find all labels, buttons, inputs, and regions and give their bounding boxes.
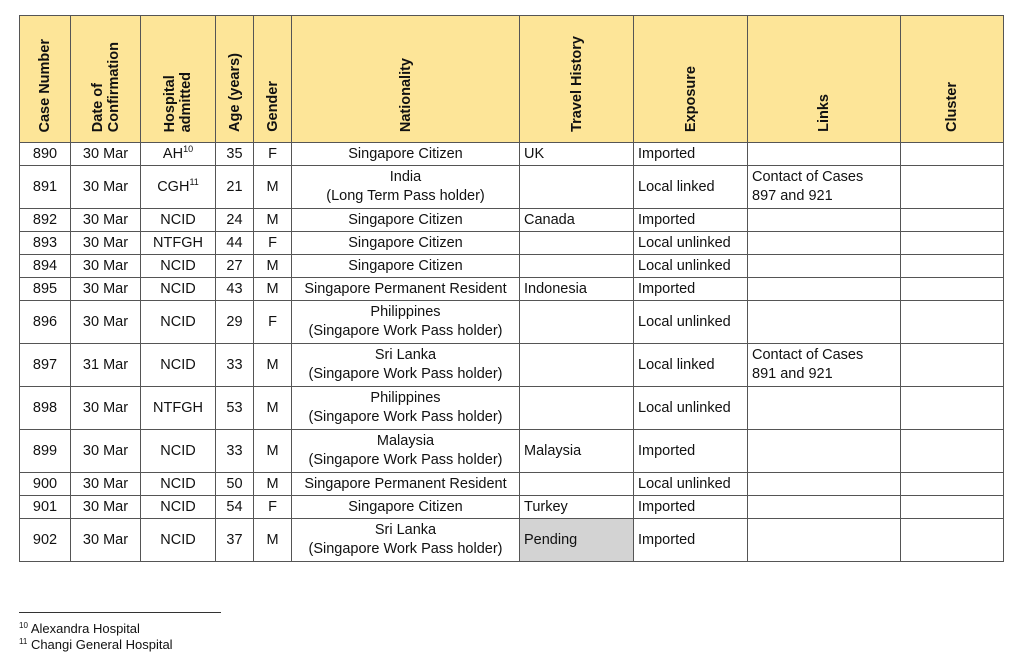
cell-links (748, 496, 901, 519)
cell-age: 27 (216, 255, 254, 278)
nationality-line-1: Sri Lanka (374, 347, 437, 363)
table-row (20, 209, 1004, 232)
hospital-name: NCID (160, 280, 196, 297)
cell-case-number: 900 (20, 473, 71, 496)
cell-travel-history (520, 387, 634, 430)
cell-gender: M (254, 166, 292, 209)
cell-hospital (141, 473, 216, 496)
header-travel-history: Travel History (520, 16, 634, 143)
cell-hospital (141, 519, 216, 562)
cell-case-number: 897 (20, 344, 71, 387)
nationality-line-1: Singapore Citizen (348, 145, 463, 162)
cell-exposure: Local unlinked (634, 255, 748, 278)
cell-hospital (141, 496, 216, 519)
cell-case-number: 895 (20, 278, 71, 301)
cell-nationality (292, 232, 520, 255)
header-case-number: Case Number (20, 16, 71, 143)
cell-links (748, 278, 901, 301)
cell-date: 30 Mar (71, 209, 141, 232)
nationality-line-1: Singapore Citizen (348, 498, 463, 515)
hospital-name: NCID (160, 531, 196, 548)
nationality-line-1: Singapore Permanent Resident (304, 280, 507, 297)
cell-links (748, 387, 901, 430)
cell-links (748, 166, 901, 209)
cell-travel-history: Canada (520, 209, 634, 232)
cell-exposure: Imported (634, 519, 748, 562)
cell-cluster (901, 344, 1004, 387)
cell-exposure: Local unlinked (634, 473, 748, 496)
hospital-name: NCID (160, 475, 196, 492)
links-line-1: Contact of Cases (752, 347, 864, 363)
header-hospital-admitted: Hospital admitted (141, 16, 216, 143)
cell-links (748, 301, 901, 344)
cell-gender: F (254, 232, 292, 255)
cell-exposure: Local unlinked (634, 301, 748, 344)
cell-travel-history (520, 232, 634, 255)
table-row (20, 255, 1004, 278)
cell-cluster (901, 496, 1004, 519)
nationality-line-1: Philippines (370, 390, 441, 406)
cell-cluster (901, 209, 1004, 232)
cell-date: 31 Mar (71, 344, 141, 387)
cell-nationality (292, 143, 520, 166)
hospital-name: NCID (160, 442, 196, 459)
cell-nationality (292, 209, 520, 232)
cell-hospital (141, 232, 216, 255)
cell-age: 29 (216, 301, 254, 344)
cell-age: 44 (216, 232, 254, 255)
table-row (20, 166, 1004, 209)
cell-nationality (292, 430, 520, 473)
cell-links (748, 473, 901, 496)
cell-cluster (901, 232, 1004, 255)
case-table (19, 15, 1004, 562)
footnote-item (19, 637, 173, 653)
cell-date: 30 Mar (71, 143, 141, 166)
cell-date: 30 Mar (71, 473, 141, 496)
nationality-line-2: (Singapore Work Pass holder) (308, 366, 503, 382)
header-gender: Gender (254, 16, 292, 143)
cell-hospital (141, 209, 216, 232)
cell-links (748, 519, 901, 562)
hospital-name: NCID (160, 313, 196, 330)
cell-cluster (901, 301, 1004, 344)
cell-gender: M (254, 430, 292, 473)
cell-exposure: Imported (634, 209, 748, 232)
cell-date: 30 Mar (71, 430, 141, 473)
cell-date: 30 Mar (71, 278, 141, 301)
cell-hospital (141, 143, 216, 166)
nationality-line-2: (Singapore Work Pass holder) (308, 452, 503, 468)
cell-travel-history: UK (520, 143, 634, 166)
cell-age: 43 (216, 278, 254, 301)
cell-gender: F (254, 301, 292, 344)
links-line-2: 891 and 921 (752, 366, 833, 382)
cell-hospital (141, 301, 216, 344)
cell-travel-history: Turkey (520, 496, 634, 519)
cell-gender: F (254, 496, 292, 519)
cell-age: 33 (216, 430, 254, 473)
cell-exposure: Local linked (634, 166, 748, 209)
cell-date: 30 Mar (71, 166, 141, 209)
table-row (20, 473, 1004, 496)
footnote-text: Alexandra Hospital (30, 621, 140, 636)
hospital-name: NCID (160, 498, 196, 515)
cell-exposure: Imported (634, 143, 748, 166)
nationality-line-1: India (389, 169, 422, 185)
cell-case-number: 892 (20, 209, 71, 232)
hospital-name: CGH (157, 178, 190, 195)
cell-cluster (901, 473, 1004, 496)
cell-cluster (901, 143, 1004, 166)
nationality-line-2: (Singapore Work Pass holder) (308, 409, 503, 425)
table-row (20, 344, 1004, 387)
cell-hospital (141, 166, 216, 209)
cell-case-number: 898 (20, 387, 71, 430)
cell-cluster (901, 430, 1004, 473)
cell-travel-history (520, 166, 634, 209)
cell-exposure: Imported (634, 430, 748, 473)
cell-gender: M (254, 278, 292, 301)
hospital-name: NCID (160, 211, 196, 228)
cell-travel-history (520, 473, 634, 496)
hospital-name: NTFGH (153, 399, 203, 416)
table-row (20, 430, 1004, 473)
cell-hospital (141, 255, 216, 278)
cell-age: 37 (216, 519, 254, 562)
nationality-line-1: Philippines (370, 304, 441, 320)
cell-gender: M (254, 473, 292, 496)
cell-travel-history (520, 301, 634, 344)
header-row (20, 16, 1004, 143)
hospital-name: NTFGH (153, 234, 203, 251)
footnote-item (19, 621, 173, 637)
table-row (20, 143, 1004, 166)
cell-links (748, 232, 901, 255)
header-exposure: Exposure (634, 16, 748, 143)
cell-gender: M (254, 344, 292, 387)
cell-age: 35 (216, 143, 254, 166)
cell-travel-history: Malaysia (520, 430, 634, 473)
cell-age: 50 (216, 473, 254, 496)
cell-date: 30 Mar (71, 301, 141, 344)
cell-cluster (901, 255, 1004, 278)
cell-travel-history: Indonesia (520, 278, 634, 301)
cell-date: 30 Mar (71, 255, 141, 278)
links-line-1: Contact of Cases (752, 169, 864, 185)
nationality-line-2: (Long Term Pass holder) (326, 188, 485, 204)
footnote-divider (19, 612, 221, 613)
cell-case-number: 902 (20, 519, 71, 562)
header-nationality: Nationality (292, 16, 520, 143)
cell-date: 30 Mar (71, 496, 141, 519)
footnote-text: Changi General Hospital (30, 637, 173, 652)
cell-exposure: Local linked (634, 344, 748, 387)
cell-nationality (292, 473, 520, 496)
cell-date: 30 Mar (71, 232, 141, 255)
cell-exposure: Local unlinked (634, 232, 748, 255)
cell-travel-history-pending: Pending (520, 519, 634, 562)
cell-links (748, 344, 901, 387)
header-age: Age (years) (216, 16, 254, 143)
cell-gender: M (254, 519, 292, 562)
links-line-2: 897 and 921 (752, 188, 833, 204)
footnote-number: 11 (19, 637, 28, 646)
nationality-line-1: Malaysia (376, 433, 435, 449)
table-row (20, 278, 1004, 301)
cell-case-number: 890 (20, 143, 71, 166)
header-date-of-confirmation: Date of Confirmation (71, 16, 141, 143)
hospital-name: NCID (160, 257, 196, 274)
cell-age: 21 (216, 166, 254, 209)
cell-case-number: 901 (20, 496, 71, 519)
cell-age: 53 (216, 387, 254, 430)
cell-nationality (292, 519, 520, 562)
cell-links (748, 209, 901, 232)
cell-links (748, 143, 901, 166)
footnote-marker: 11 (189, 176, 199, 187)
cell-nationality (292, 278, 520, 301)
cell-hospital (141, 344, 216, 387)
cell-exposure: Imported (634, 496, 748, 519)
cell-date: 30 Mar (71, 519, 141, 562)
nationality-line-2: (Singapore Work Pass holder) (308, 541, 503, 557)
cell-case-number: 899 (20, 430, 71, 473)
cell-cluster (901, 519, 1004, 562)
nationality-line-1: Singapore Citizen (348, 257, 463, 274)
header-links: Links (748, 16, 901, 143)
cell-nationality (292, 387, 520, 430)
table-row (20, 301, 1004, 344)
hospital-name: AH (162, 145, 184, 162)
cell-travel-history (520, 344, 634, 387)
nationality-line-1: Singapore Citizen (348, 211, 463, 228)
nationality-line-1: Singapore Permanent Resident (304, 475, 507, 492)
table-row (20, 232, 1004, 255)
cell-hospital (141, 430, 216, 473)
footnote-number: 10 (19, 621, 28, 630)
cell-nationality (292, 301, 520, 344)
cell-age: 54 (216, 496, 254, 519)
cell-case-number: 896 (20, 301, 71, 344)
nationality-line-1: Sri Lanka (374, 522, 437, 538)
cell-age: 24 (216, 209, 254, 232)
cell-gender: M (254, 209, 292, 232)
hospital-name: NCID (160, 356, 196, 373)
cell-case-number: 891 (20, 166, 71, 209)
footnotes (19, 621, 173, 653)
cell-nationality (292, 255, 520, 278)
cell-links (748, 430, 901, 473)
cell-gender: F (254, 143, 292, 166)
cell-case-number: 894 (20, 255, 71, 278)
cell-links (748, 255, 901, 278)
table-row (20, 496, 1004, 519)
header-cluster: Cluster (901, 16, 1004, 143)
nationality-line-1: Singapore Citizen (348, 234, 463, 251)
cell-travel-history (520, 255, 634, 278)
footnote-marker: 10 (183, 143, 194, 154)
table-row (20, 519, 1004, 562)
nationality-line-2: (Singapore Work Pass holder) (308, 323, 503, 339)
cell-date: 30 Mar (71, 387, 141, 430)
cell-exposure: Local unlinked (634, 387, 748, 430)
cell-nationality (292, 496, 520, 519)
cell-hospital (141, 278, 216, 301)
cell-gender: M (254, 255, 292, 278)
cell-age: 33 (216, 344, 254, 387)
cell-cluster (901, 166, 1004, 209)
cell-exposure: Imported (634, 278, 748, 301)
cell-gender: M (254, 387, 292, 430)
cell-cluster (901, 387, 1004, 430)
cell-nationality (292, 344, 520, 387)
table-row (20, 387, 1004, 430)
cell-hospital (141, 387, 216, 430)
cell-nationality (292, 166, 520, 209)
cell-cluster (901, 278, 1004, 301)
cell-case-number: 893 (20, 232, 71, 255)
